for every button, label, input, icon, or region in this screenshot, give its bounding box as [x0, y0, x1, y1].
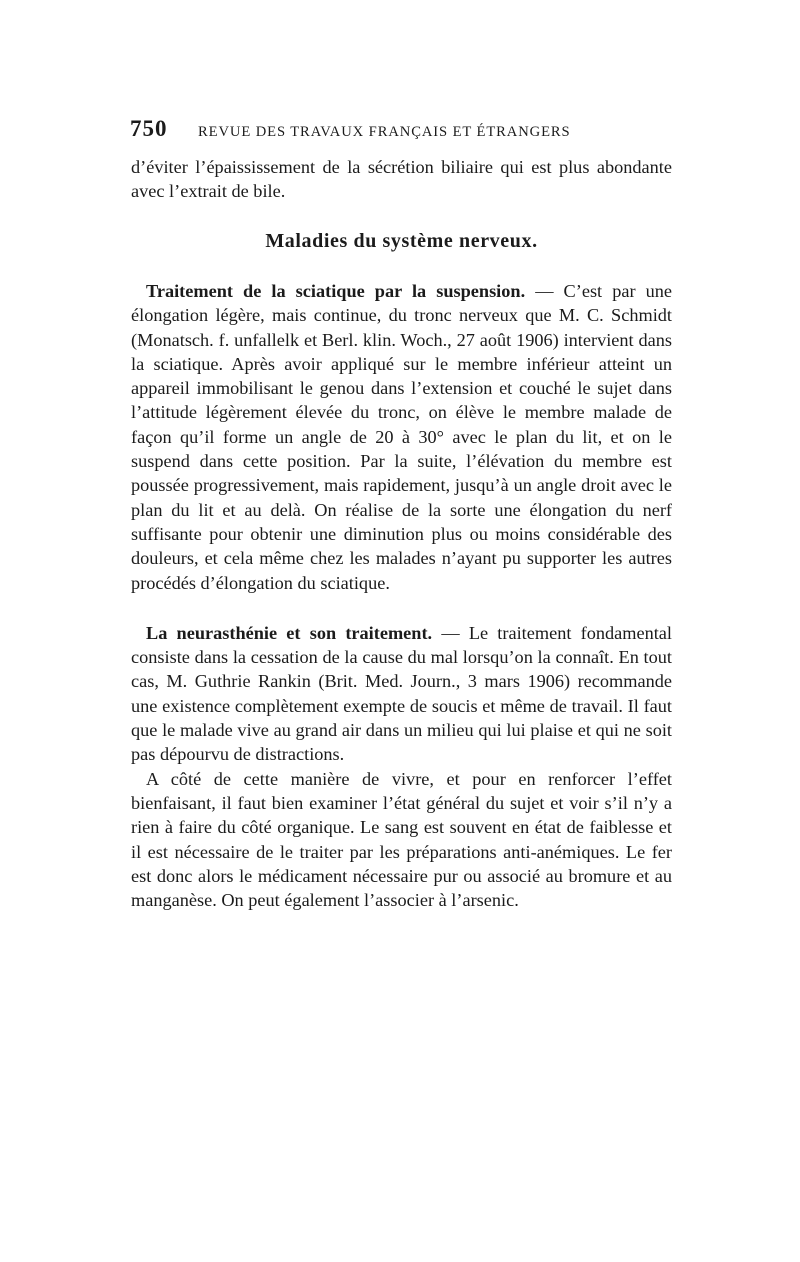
continuation-paragraph: d’éviter l’épaississement de la sécrétion biliaire qui est plus abondante avec l’extrait de bile. — [131, 157, 672, 202]
article-body: — C’est par une élongation légère, mais continue, du tronc nerveux que M. C. Schmidt (Monatsch. f. unfallelk et Berl. klin. Woch., 27 août 1906) intervient dans la sciatique. Après avoir appliqué sur le membre inférieur atteint un appareil immobilisant le genou dans l’extension et couché le sujet dans l’attitude légèrement élevée du tronc, on élève le membre malade de façon qu’il forme un angle de 20 à 30° avec le plan du lit, et on le suspend dans cette position. Par la suite, l’élévation du membre est poussée progressivement, mais rapidement, jusqu’à un angle droit avec le plan du lit et au delà. On réalise de la sorte une élongation du nerf suffisante pour obtenir une diminution plus ou moins considérable des douleurs, et cela même chez les malades n’ayant pu supporter les autres procédés d’élongation du sciatique. — [131, 281, 672, 593]
article-neurasthenie-continuation: A côté de cette manière de vivre, et pour en renforcer l’effet bienfaisant, il faut bien examiner l’état général du sujet et voir s’il n’y a rien à faire du côté organique. Le sang est souvent en état de faiblesse et il est nécessaire de le traiter par les préparations anti-anémiques. Le fer est donc alors le médicament nécessaire pur ou associé au bromure et au manganèse. On peut également l’associer à l’arsenic. — [131, 768, 672, 911]
articles-block — [131, 279, 672, 912]
page-number: 750 — [130, 116, 168, 141]
continuation-block — [131, 155, 672, 204]
article-title: Traitement de la sciatique par la suspension. — [146, 281, 526, 301]
article-neurasthenie — [131, 621, 672, 767]
running-title: REVUE DES TRAVAUX FRANÇAIS ET ÉTRANGERS — [198, 124, 571, 140]
page-header — [130, 116, 630, 142]
article-title: La neurasthénie et son traitement. — [146, 622, 433, 643]
article-sciatique — [131, 279, 672, 595]
article-body: — Le traitement fondamental consiste dans la cessation de la cause du mal lorsqu’on la connaît. En tout cas, M. Guthrie Rankin (Brit. Med. Journ., 3 mars 1906) recommande une existence complètement exempte de soucis et même de travail. Il faut que le malade vive au grand air dans un milieu qui lui plaise et qui ne soit pas dépourvu de distractions. — [131, 622, 672, 765]
section-heading: Maladies du système nerveux. — [265, 230, 538, 252]
